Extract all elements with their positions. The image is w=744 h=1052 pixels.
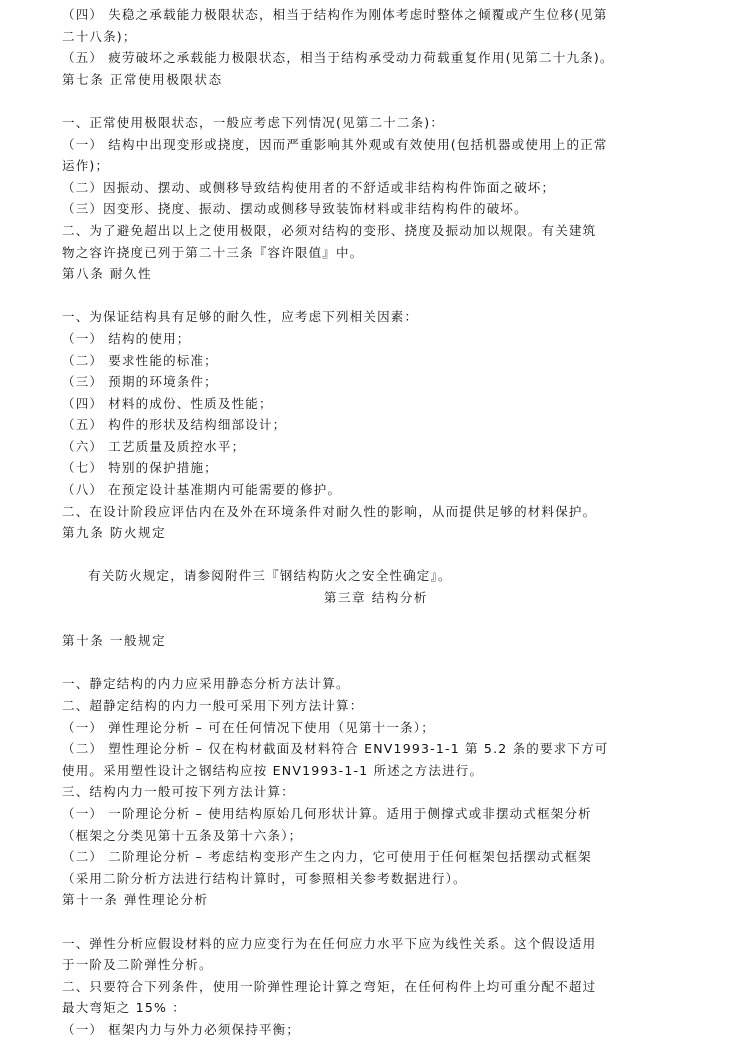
article-9-body: 有关防火规定，请参阅附件三『钢结构防火之安全性确定』。: [88, 568, 452, 584]
list-item: （四） 材料的成份、性质及性能；: [62, 395, 273, 411]
text-line: 一、正常使用极限状态，一般应考虑下列情况(见第二十二条)：: [62, 114, 445, 130]
text-line: （一） 结构中出现变形或挠度，因而严重影响其外观或有效使用(包括机器或使用上的正常: [62, 136, 608, 152]
text-line: 二、只要符合下列条件，使用一阶弹性理论计算之弯矩，在任何构件上均可重分配不超过: [62, 978, 597, 994]
article-11-title: 第十一条 弹性理论分析: [62, 892, 209, 908]
list-item: （七） 特别的保护措施；: [62, 460, 218, 476]
list-item: （一） 结构的使用；: [62, 330, 191, 346]
article-8-title: 第八条 耐久性: [62, 266, 153, 282]
list-item: （八） 在预定设计基准期内可能需要的修护。: [62, 482, 342, 498]
text-line: （一） 弹性理论分析 – 可在任何情况下使用（见第十一条）；: [62, 719, 435, 735]
text-line: 运作)；: [62, 158, 110, 174]
text-line: （四） 失稳之承载能力极限状态，相当于结构作为刚体考虑时整体之倾覆或产生位移(见第: [62, 7, 608, 22]
text-line: （一） 一阶理论分析 – 使用结构原始几何形状计算。适用于侧撑式或非摆动式框架分析: [62, 805, 592, 821]
chapter-3-title: 第三章 结构分析: [323, 590, 429, 606]
text-line: 三、结构内力一般可按下列方法计算：: [62, 784, 295, 800]
text-line: （三）因变形、挠度、振动、摆动或侧移导致装饰材料或非结构构件的破坏。: [62, 201, 528, 217]
text-line: 物之容许挠度已列于第二十三条『容许限值』中。: [62, 244, 364, 260]
list-item: （二） 要求性能的标准；: [62, 352, 218, 368]
text-line: 二、为了避免超出以上之使用极限，必须对结构的变形、挠度及振动加以规限。有关建筑: [62, 222, 597, 238]
text-line: （五） 疲劳破坏之承载能力极限状态，相当于结构承受动力荷载重复作用(见第二十九条)。: [62, 50, 614, 66]
text-line: 于一阶及二阶弹性分析。: [62, 957, 213, 973]
text-line: 二十八条)；: [62, 28, 137, 44]
text-line: 二、超静定结构的内力一般可采用下列方法计算：: [62, 698, 364, 713]
article-7-title: 第七条 正常使用极限状态: [62, 71, 223, 87]
text-line: 使用。采用塑性设计之钢结构应按 ENV1993-1-1 所述之方法进行。: [62, 762, 484, 778]
text-line: 二、在设计阶段应评估内在及外在环境条件对耐久性的影响，从而提供足够的材料保护。: [62, 503, 597, 519]
text-line: 一、为保证结构具有足够的耐久性，应考虑下列相关因素：: [62, 309, 419, 325]
text-line: （二）因振动、摆动、或侧移导致结构使用者的不舒适或非结构构件饰面之破坏；: [62, 179, 556, 195]
text-line: 一、弹性分析应假设材料的应力应变行为在任何应力水平下应为线性关系。这个假设适用: [62, 935, 597, 951]
list-item: （五） 构件的形状及结构细部设计；: [62, 417, 287, 433]
article-10-title: 第十条 一般规定: [62, 633, 167, 649]
text-line: （二） 塑性理论分析 – 仅在构材截面及材料符合 ENV1993-1-1 第 5.2 条的要求下方可: [62, 741, 609, 757]
list-item: （三） 预期的环境条件；: [62, 374, 218, 390]
document-body: [62, 4, 690, 1041]
text-line: （采用二阶分析方法进行结构计算时，可参照相关参考数据进行）。: [62, 870, 467, 886]
text-line: （框架之分类见第十五条及第十六条）；: [62, 827, 303, 843]
text-line: （二） 二阶理论分析 – 考虑结构变形产生之内力，它可使用于任何框架包括摆动式框架: [62, 849, 592, 865]
article-9-title: 第九条 防火规定: [62, 525, 167, 541]
list-item: （六） 工艺质量及质控水平；: [62, 438, 246, 454]
text-line: （一） 框架内力与外力必须保持平衡；: [62, 1021, 301, 1037]
text-line: 最大弯矩之 15% ：: [62, 1000, 186, 1016]
text-line: 一、静定结构的内力应采用静态分析方法计算。: [62, 676, 350, 692]
